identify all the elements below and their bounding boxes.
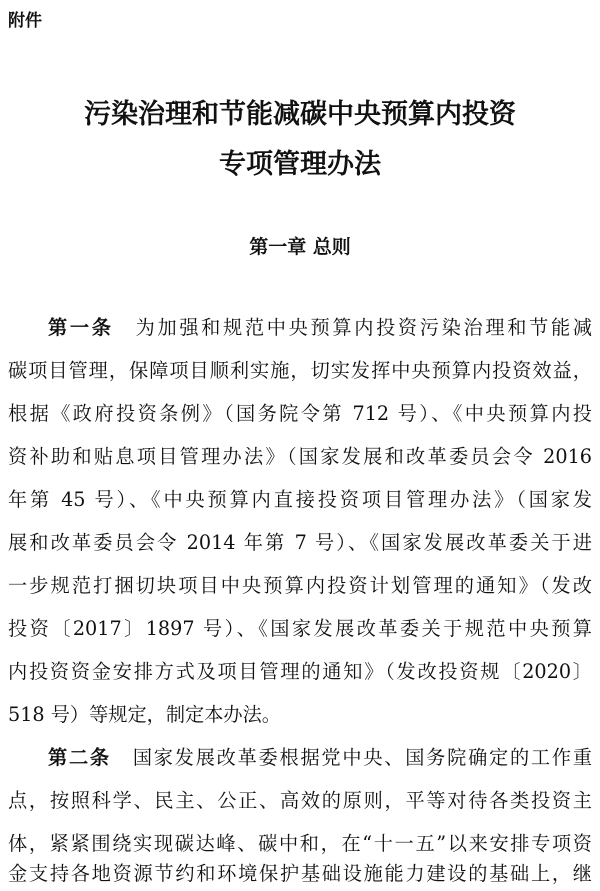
article-2-text: 国家发展改革委根据党中央、国务院确定的工作重 — [132, 746, 593, 769]
article-2-line: 体，紧紧围绕实现碳达峰、碳中和，在“十一五”以来安排专项资 — [8, 832, 592, 855]
chapter-heading: 第一章 总则 — [249, 236, 351, 258]
article-1-line: 投资〔2017〕1897 号）、《国家发展改革委关于规范中央预算 — [8, 617, 592, 640]
article-1-line: 根据《政府投资条例》（国务院令第 712 号）、《中央预算内投 — [8, 402, 592, 425]
document-title-line-1: 污染治理和节能减碳中央预算内投资 — [84, 99, 516, 130]
article-1-line — [48, 313, 592, 343]
article-2-line — [48, 743, 592, 773]
document-title-line-2: 专项管理办法 — [219, 149, 381, 180]
article-1-line: 碳项目管理，保障项目顺利实施，切实发挥中央预算内投资效益， — [8, 359, 592, 382]
article-2-label: 第二条 — [48, 746, 111, 769]
article-1-line: 年第 45 号）、《中央预算内直接投资项目管理办法》（国家发 — [8, 488, 592, 511]
article-1-line: 内投资资金安排方式及项目管理的通知》（发改投资规〔2020〕 — [8, 660, 592, 683]
article-1-line: 一步规范打捆切块项目中央预算内投资计划管理的通知》（发改 — [8, 574, 592, 597]
article-1-line: 518 号）等规定，制定本办法。 — [8, 703, 281, 726]
article-1-label: 第一条 — [48, 316, 114, 339]
article-1-text: 为加强和规范中央预算内投资污染治理和节能减 — [135, 316, 593, 339]
attachment-label: 附件 — [8, 11, 42, 31]
article-1-line: 资补助和贴息项目管理办法》（国家发展和改革委员会令 2016 — [8, 445, 592, 468]
article-2-line: 金支持各地资源节约和环境保护基础设施能力建设的基础上，继 — [8, 862, 592, 885]
article-1-line: 展和改革委员会令 2014 年第 7 号）、《国家发展改革委关于进 — [8, 531, 592, 554]
article-2-line: 点，按照科学、民主、公正、高效的原则，平等对待各类投资主 — [8, 789, 592, 812]
